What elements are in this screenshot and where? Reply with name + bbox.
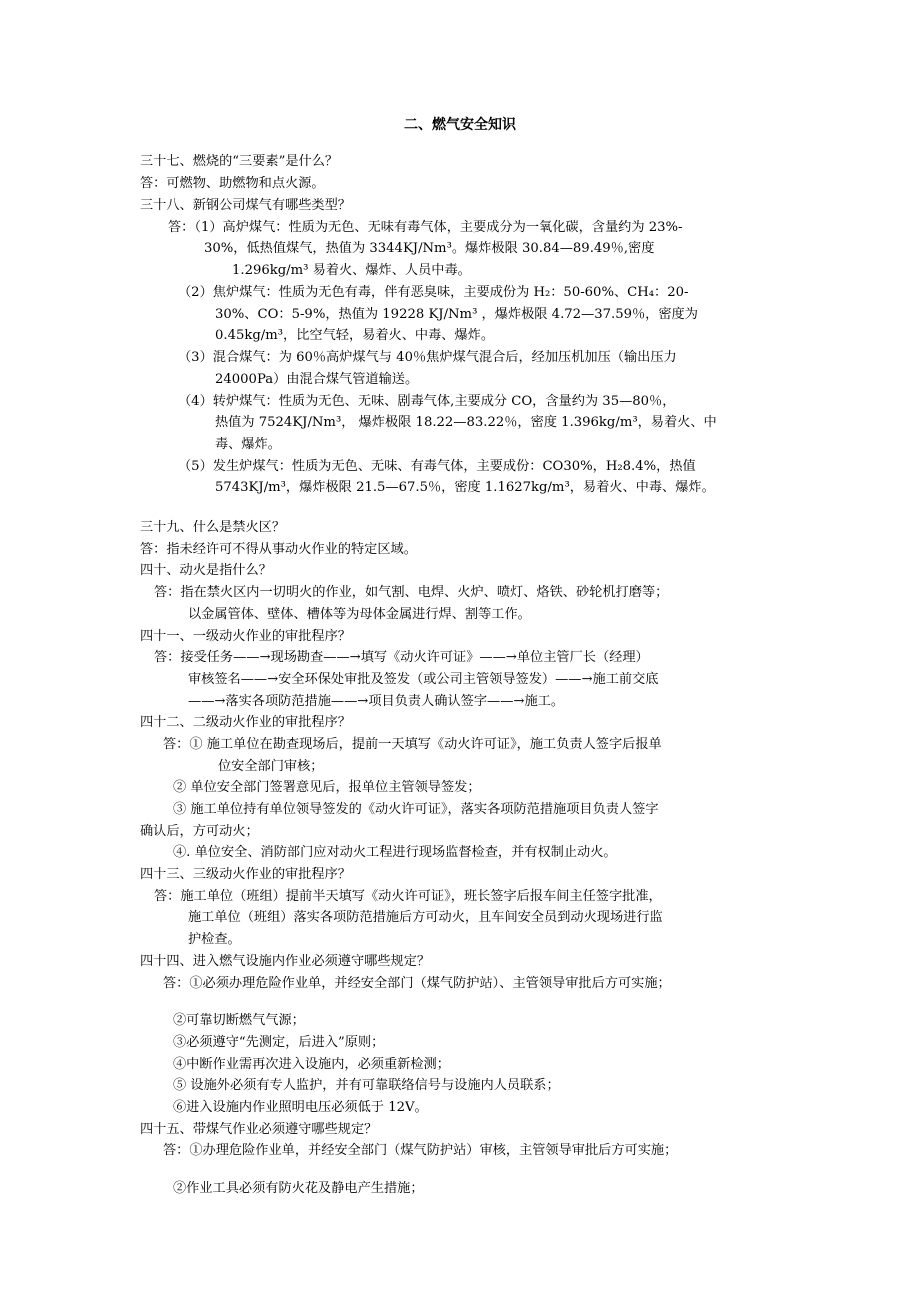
answer-41-line: ——→落实各项防范措施——→项目负责人确认签字——→施工。 xyxy=(188,694,565,709)
answer-38-line: 24000Pa）由混合煤气管道输送。 xyxy=(215,372,419,387)
answer-38-line: （4）转炉煤气：性质为无色、无味、剧毒气体,主要成分 CO，含量约为 35—80％， xyxy=(178,394,676,409)
answer-38-line: 30%，低热值煤气，热值为 3344KJ/Nm³。爆炸极限 30.84—89.49％,密度 xyxy=(204,241,655,256)
answer-42-line: ② 单位安全部门签署意见后，报单位主管领导签发； xyxy=(173,780,481,795)
answer-45-line: 答：①办理危险作业单，并经安全部门（煤气防护站）审核，主管领导审批后方可实施； xyxy=(163,1143,678,1158)
answer-42-line: 确认后，方可动火； xyxy=(140,824,259,839)
answer-44-line: ④中断作业需再次进入设施内，必须重新检测； xyxy=(173,1057,450,1072)
answer-38-line: 答：（1）高炉煤气：性质为无色、无味有毒气体，主要成分为一氧化碳，含量约为 23%- xyxy=(168,220,683,235)
answer-42-line: 答：① 施工单位在勘查现场后，提前一天填写《动火许可证》，施工负责人签字后报单 xyxy=(163,737,662,752)
question-40: 四十、动火是指什么？ xyxy=(140,563,272,578)
answer-43-line: 答：施工单位（班组）提前半天填写《动火许可证》，班长签字后报车间主任签字批准， xyxy=(154,889,662,904)
question-44: 四十四、进入燃气设施内作业必须遵守哪些规定？ xyxy=(140,954,431,969)
answer-41-line: 答：接受任务——→现场勘查——→填写《动火许可证》——→单位主管厂长（经理） xyxy=(154,650,649,665)
answer-38-line: 5743KJ/m³，爆炸极限 21.5—67.5％，密度 1.1627kg/m³，易着火、中毒、爆炸。 xyxy=(215,480,715,495)
question-41: 四十一、一级动火作业的审批程序？ xyxy=(140,629,351,644)
section-title: 二、燃气安全知识 xyxy=(404,117,516,133)
question-37: 三十七、燃烧的“三要素”是什么？ xyxy=(140,154,339,169)
answer-38-line: 1.296kg/m³ 易着火、爆炸、人员中毒。 xyxy=(232,263,471,278)
answer-42-line: ③ 施工单位持有单位领导签发的《动火许可证》，落实各项防范措施项目负责人签字 xyxy=(173,802,659,817)
answer-44-line: ②可靠切断燃气气源； xyxy=(173,1013,305,1028)
answer-38-line: 热值为 7524KJ/Nm³， 爆炸极限 18.22—83.22％，密度 1.396kg/m³，易着火、中 xyxy=(215,415,717,430)
answer-43-line: 施工单位（班组）落实各项防范措施后方可动火，且车间安全员到动火现场进行监 xyxy=(188,910,663,925)
answer-44-line: 答：①必须办理危险作业单，并经安全部门（煤气防护站）、主管领导审批后方可实施； xyxy=(163,976,671,991)
question-42: 四十二、二级动火作业的审批程序？ xyxy=(140,715,351,730)
answer-43-line: 护检查。 xyxy=(188,932,241,947)
answer-38-line: 毒、爆炸。 xyxy=(215,437,281,452)
answer-39: 答：指未经许可不得从事动火作业的特定区域。 xyxy=(140,542,417,557)
answer-38-line: 30%、CO：5-9%，热值为 19228 KJ/Nm³ ，爆炸极限 4.72—37.59％，密度为 xyxy=(215,307,698,322)
question-39: 三十九、什么是禁火区？ xyxy=(140,520,286,535)
answer-38-line: （5）发生炉煤气：性质为无色、无味、有毒气体，主要成份：CO30%，H₂8.4%，热值 xyxy=(178,459,696,474)
answer-44-line: ⑤ 设施外必须有专人监护，并有可靠联络信号与设施内人员联系； xyxy=(173,1078,560,1093)
answer-40-line: 答：指在禁火区内一切明火的作业，如气割、电焊、火炉、喷灯、烙铁、砂轮机打磨等； xyxy=(154,585,669,600)
answer-38-line: （2）焦炉煤气：性质为无色有毒，伴有恶臭味，主要成份为 H₂：50-60%、CH₄：20- xyxy=(178,285,689,300)
answer-40-line: 以金属管体、壁体、槽体等为母体金属进行焊、割等工作。 xyxy=(188,607,531,622)
question-38: 三十八、新钢公司煤气有哪些类型？ xyxy=(140,198,351,213)
question-43: 四十三、三级动火作业的审批程序？ xyxy=(140,867,351,882)
answer-41-line: 审核签名——→安全环保处审批及签发（或公司主管领导签发）——→施工前交底 xyxy=(188,672,659,687)
answer-38-line: （3）混合煤气：为 60％高炉煤气与 40％焦炉煤气混合后，经加压机加压（输出压力 xyxy=(178,350,677,365)
answer-45-line: ②作业工具必须有防火花及静电产生措施； xyxy=(173,1181,424,1196)
answer-38-line: 0.45kg/m³，比空气轻，易着火、中毒、爆炸。 xyxy=(215,328,495,343)
question-45: 四十五、带煤气作业必须遵守哪些规定？ xyxy=(140,1122,378,1137)
answer-37: 答：可燃物、助燃物和点火源。 xyxy=(140,176,325,191)
answer-42-line: ④. 单位安全、消防部门应对动火工程进行现场监督检查，并有权制止动火。 xyxy=(173,845,617,860)
answer-44-line: ⑥进入设施内作业照明电压必须低于 12V。 xyxy=(173,1100,428,1115)
answer-44-line: ③必须遵守“先测定，后进入”原则； xyxy=(173,1035,385,1050)
answer-42-line: 位安全部门审核； xyxy=(218,759,324,774)
